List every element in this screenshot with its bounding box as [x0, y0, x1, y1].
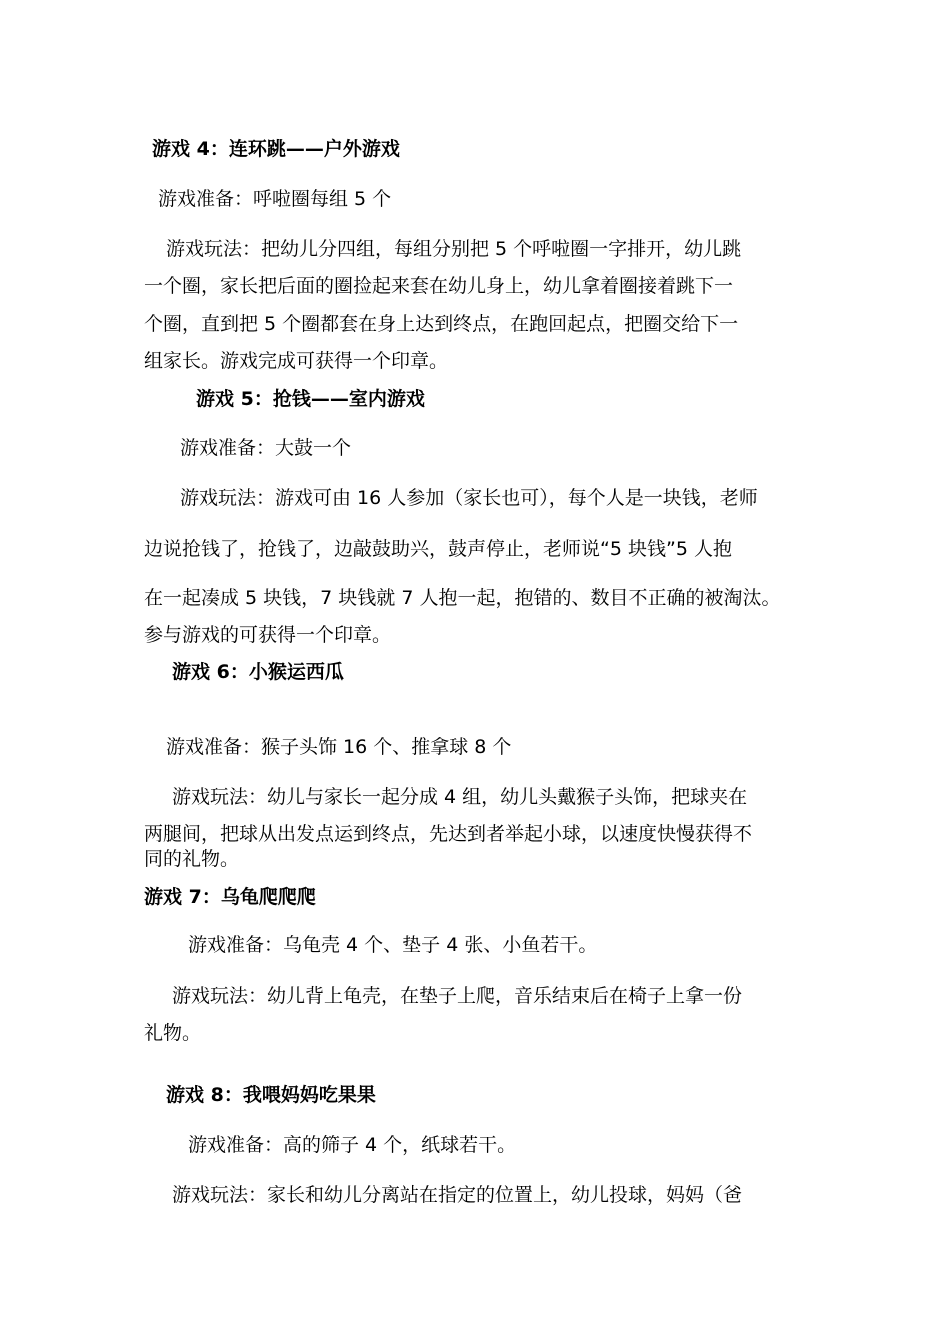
game-4-rules-line: 游戏玩法：把幼儿分四组，每组分别把 5 个呼啦圈一字排开，幼儿跳 [166, 238, 742, 260]
game-5-title: 游戏 5：抢钱——室内游戏 [196, 388, 425, 410]
game-4-preparation: 游戏准备：呼啦圈每组 5 个 [158, 188, 392, 210]
game-4-rules-line: 一个圈，家长把后面的圈捡起来套在幼儿身上，幼儿拿着圈接着跳下一 [144, 275, 734, 297]
game-5-rules-line: 参与游戏的可获得一个印章。 [144, 624, 392, 646]
game-6-title: 游戏 6：小猴运西瓜 [172, 661, 344, 683]
game-5-rules-line: 在一起凑成 5 块钱，7 块钱就 7 人抱一起，抱错的、数目不正确的被淘汰。 [144, 587, 781, 609]
game-4-rules-line: 个圈，直到把 5 个圈都套在身上达到终点，在跑回起点，把圈交给下一 [144, 313, 739, 335]
game-4-rules-line: 组家长。游戏完成可获得一个印章。 [144, 350, 449, 372]
game-7-rules-line: 礼物。 [144, 1022, 202, 1044]
game-7-preparation: 游戏准备：乌龟壳 4 个、垫子 4 张、小鱼若干。 [188, 934, 598, 956]
game-6-preparation: 游戏准备：猴子头饰 16 个、推拿球 8 个 [166, 736, 512, 758]
game-6-rules-line: 两腿间，把球从出发点运到终点，先达到者举起小球，以速度快慢获得不 [144, 823, 753, 845]
game-7-rules-line: 游戏玩法：幼儿背上龟壳，在垫子上爬，音乐结束后在椅子上拿一份 [172, 985, 743, 1007]
game-4-title: 游戏 4：连环跳——户外游戏 [152, 138, 400, 160]
game-8-rules-line: 游戏玩法：家长和幼儿分离站在指定的位置上，幼儿投球，妈妈（爸 [172, 1184, 743, 1206]
game-5-rules-line: 边说抢钱了，抢钱了，边敲鼓助兴，鼓声停止，老师说“5 块钱”5 人抱 [144, 538, 732, 560]
game-7-title: 游戏 7：乌龟爬爬爬 [144, 886, 316, 908]
game-8-preparation: 游戏准备：高的筛子 4 个，纸球若干。 [188, 1134, 517, 1156]
game-5-rules-line: 游戏玩法：游戏可由 16 人参加（家长也可），每个人是一块钱，老师 [180, 487, 758, 509]
game-8-title: 游戏 8：我喂妈妈吃果果 [166, 1084, 376, 1106]
game-5-preparation: 游戏准备：大鼓一个 [180, 437, 352, 459]
game-6-rules-line: 游戏玩法：幼儿与家长一起分成 4 组，幼儿头戴猴子头饰，把球夹在 [172, 786, 748, 808]
game-6-rules-line: 同的礼物。 [144, 848, 240, 870]
